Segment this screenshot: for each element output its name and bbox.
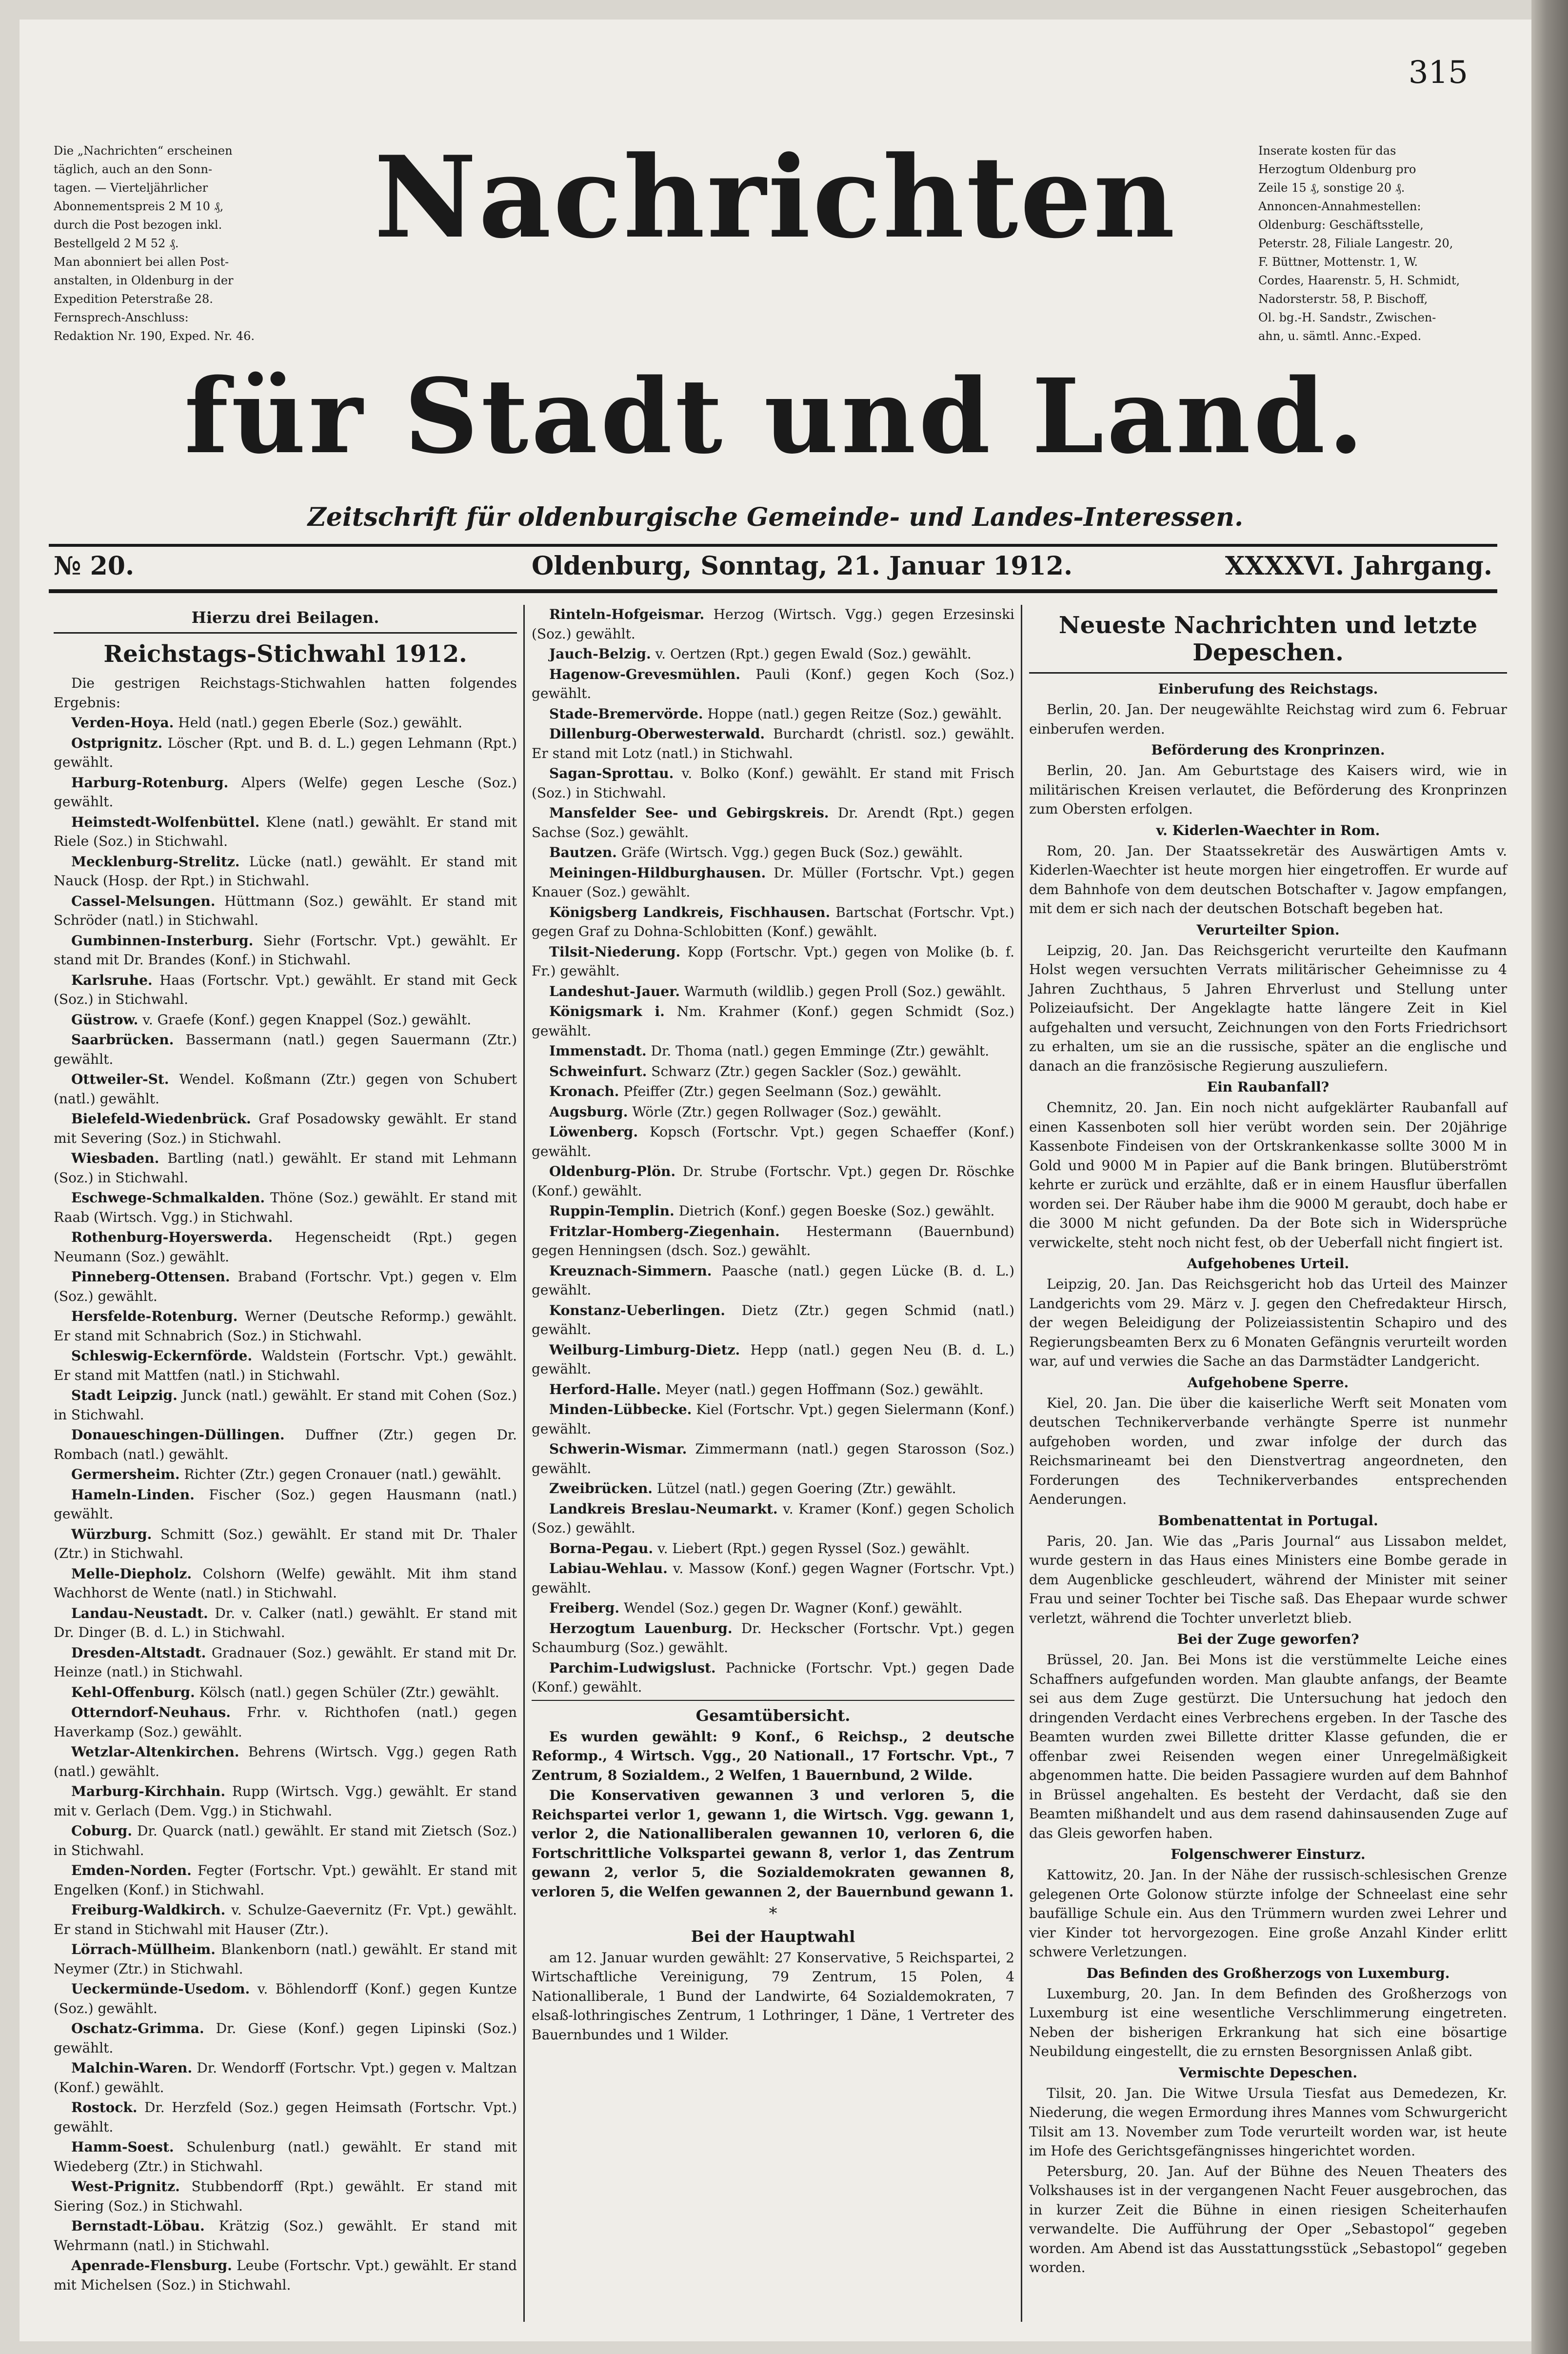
result-entry: Labiau-Wehlau. v. Massow (Konf.) gegen Wagner (Fortschr. Vpt.) gewählt. [532,1560,1014,1596]
result-entry: Donaueschingen-Düllingen. Duffner (Ztr.) gegen Dr. Rombach (natl.) gewählt. [54,1427,517,1462]
result-entry: Malchin-Waren. Dr. Wendorff (Fortschr. Vpt.) gegen v. Maltzan (Konf.) gewählt. [54,2060,517,2095]
divider [54,632,517,634]
result-entry: Karlsruhe. Haas (Fortschr. Vpt.) gewählt. Er stand mit Geck (Soz.) in Stichwahl. [54,972,517,1007]
news-item-title: Verurteilter Spion. [1196,921,1340,938]
main-election-text: am 12. Januar wurden gewählt: 27 Konservative, 5 Reichspartei, 2 Wirtschaftliche Vereinigung, 79 Zentrum, 15 Polen, 4 Nationalliberale, 1 Bund der Landwirte, 64 Sozialdemokraten, 7 elsaß-lothringisches Zentrum, 1 Lothringer, 1 Däne, 1 Vertreter des Bauernbundes und 1 Wilder. [532,1949,1014,2043]
result-entry: Parchim-Ludwigslust. Pachnicke (Fortschr. Vpt.) gegen Dade (Konf.) gewählt. [532,1659,1014,1695]
column-separator [523,605,525,2322]
masthead-info-line: durch die Post bezogen inkl. [54,218,222,232]
masthead-info-line: Oldenburg: Geschäftsstelle, [1258,218,1424,232]
result-entry: Herford-Halle. Meyer (natl.) gegen Hoffmann (Soz.) gewählt. [549,1381,984,1397]
result-entry: Melle-Diepholz. Colshorn (Welfe) gewählt. Mit ihm stand Wachhorst de Wente (natl.) in Stichwahl. [54,1565,517,1601]
result-entry: Würzburg. Schmitt (Soz.) gewählt. Er stand mit Dr. Thaler (Ztr.) in Stichwahl. [54,1526,517,1561]
news-item-title: Vermischte Depeschen. [1178,2064,1358,2081]
result-entry: Rothenburg-Hoyerswerda. Hegenscheidt (Rpt.) gegen Neumann (Soz.) gewählt. [54,1229,517,1265]
result-entry: Immenstadt. Dr. Thoma (natl.) gegen Emminge (Ztr.) gewählt. [549,1043,990,1059]
result-entry: Zweibrücken. Lützel (natl.) gegen Goering (Ztr.) gewählt. [549,1480,956,1496]
result-entry: Heimstedt-Wolfenbüttel. Klene (natl.) gewählt. Er stand mit Riele (Soz.) in Stichwahl. [54,814,517,849]
issue-number: № 20. [54,551,135,581]
result-entry: Borna-Pegau. v. Liebert (Rpt.) gegen Ryssel (Soz.) gewählt. [549,1540,970,1556]
result-entry: Fritzlar-Homberg-Ziegenhain. Hestermann (Bauernbund) gegen Henningsen (dsch. Soz.) gewählt. [532,1223,1014,1258]
masthead-info-line: Ol. bg.-H. Sandstr., Zwischen- [1258,311,1436,324]
result-entry: West-Prignitz. Stubbendorff (Rpt.) gewählt. Er stand mit Siering (Soz.) in Stichwahl. [54,2178,517,2214]
masthead-info-line: Expedition Peterstraße 28. [54,292,213,306]
news-heading: Neueste Nachrichten und letzte Depeschen. [1058,612,1478,666]
result-entry: Saarbrücken. Bassermann (natl.) gegen Sauermann (Ztr.) gewählt. [54,1032,517,1067]
masthead-info-line: Zeile 15 ₰, sonstige 20 ₰. [1258,181,1405,195]
result-entry: Gumbinnen-Insterburg. Siehr (Fortschr. Vpt.) gewählt. Er stand mit Dr. Brandes (Konf.) in Stichwahl. [54,932,517,968]
news-item-title: Einberufung des Reichstags. [1158,681,1378,697]
result-entry: Güstrow. v. Graefe (Konf.) gegen Knappel (Soz.) gewählt. [71,1011,472,1028]
result-entry: Augsburg. Wörle (Ztr.) gegen Rollwager (Soz.) gewählt. [549,1103,942,1120]
result-entry: Bielefeld-Wiedenbrück. Graf Posadowsky gewählt. Er stand mit Severing (Soz.) in Stichwahl. [54,1111,517,1146]
news-item-text: Kattowitz, 20. Jan. In der Nähe der russisch-schlesischen Grenze gelegenen Orte Golonow stürzte infolge der Schneelast eine sehr baufällige Schule ein. Aus den Trümmern wurden zwei Lehrer und vier Kinder tot hervorgezogen. Eine große Anzahl Kinder erlitt schwere Verletzungen. [1029,1867,1507,1960]
news-item-text: Petersburg, 20. Jan. Auf der Bühne des Neuen Theaters des Volkshauses ist in der vergangenen Nacht Feuer ausgebrochen, das in kurzer Zeit die Bühne in einen riesigen Scheiterhaufen verwandelte. Die Aufführung der Oper „Sebastopol“ gegeben worden. Am Abend ist das Ausstattungsstück „Sebastopol“ gegeben worden. [1029,2163,1507,2275]
result-entry: Bautzen. Gräfe (Wirtsch. Vgg.) gegen Buck (Soz.) gewählt. [549,844,963,860]
news-item-text: Leipzig, 20. Jan. Das Reichsgericht hob das Urteil des Mainzer Landgerichts vom 29. März v. J. gegen den Chefredakteur Hirsch, der wegen Beleidigung der Polizeiassistentin Schapiro und des Regierungsbeamten Berx zu 6 Monaten Gefängnis verurteilt worden war, auf und verwies die Sache an das Darmstädter Landgericht. [1029,1276,1507,1369]
news-body [1029,680,1507,2277]
article-body [532,605,1014,1697]
result-entry: Wiesbaden. Bartling (natl.) gewählt. Er stand mit Lehmann (Soz.) in Stichwahl. [54,1150,517,1186]
result-entry: Lörrach-Müllheim. Blankenborn (natl.) gewählt. Er stand mit Neymer (Ztr.) in Stichwahl. [54,1941,517,1977]
result-entry: Freiberg. Wendel (Soz.) gegen Dr. Wagner (Konf.) gewählt. [549,1600,963,1616]
news-item-text: Brüssel, 20. Jan. Bei Mons ist die verstümmelte Leiche eines Schaffners aufgefunden worden. Man glaubte anfangs, der Beamte sei aus dem Zuge gestürzt. Die Untersuchung hat jedoch den dringenden Verdacht eines Verbrechens ergeben. In der Tasche des Beamten wurden zwei Billette dritter Klasse gefunden, die er offenbar zwei Reisenden wegen einer Unregelmäßigkeit abgenommen hatte. Die beiden Passagiere wurden auf dem Bahnhof in Brüssel angehalten. Es besteht der Verdacht, daß sie den Beamten mißhandelt und aus dem rasend dahinsausenden Zuge auf das Gleis geworfen haben. [1029,1652,1507,1841]
dateline [54,551,1492,590]
result-entry: Hagenow-Grevesmühlen. Pauli (Konf.) gegen Koch (Soz.) gewählt. [532,666,1014,701]
result-entry: Sagan-Sprottau. v. Bolko (Konf.) gewählt. Er stand mit Frisch (Soz.) in Stichwahl. [532,765,1014,801]
result-entry: Schleswig-Eckernförde. Waldstein (Fortschr. Vpt.) gewählt. Er stand mit Mattfen (natl.) in Stichwahl. [54,1348,517,1383]
newspaper-page [20,20,1531,2341]
result-entry: Löwenberg. Kopsch (Fortschr. Vpt.) gegen Schaeffer (Konf.) gewählt. [532,1124,1014,1159]
result-entry: Dillenburg-Oberwesterwald. Burchardt (christl. soz.) gewählt. Er stand mit Lotz (natl.) in Stichwahl. [532,726,1014,761]
result-entry: Coburg. Dr. Quarck (natl.) gewählt. Er stand mit Zietsch (Soz.) in Stichwahl. [54,1823,517,1858]
result-entry: Landeshut-Jauer. Warmuth (wildlib.) gegen Proll (Soz.) gewählt. [549,983,1006,999]
result-entry: Kronach. Pfeiffer (Ztr.) gegen Seelmann (Soz.) gewählt. [549,1083,942,1099]
result-entry: Hamm-Soest. Schulenburg (natl.) gewählt. Er stand mit Wiedeberg (Ztr.) in Stichwahl. [54,2139,517,2174]
masthead-info-line: Peterstr. 28, Filiale Langestr. 20, [1258,237,1453,250]
masthead-info-line: ahn, u. sämtl. Annc.-Exped. [1258,329,1422,343]
result-entry: Minden-Lübbecke. Kiel (Fortschr. Vpt.) gegen Sielermann (Konf.) gewählt. [532,1401,1014,1437]
result-entry: Die gestrigen Reichstags-Stichwahlen hatten folgendes Ergebnis: [54,675,517,711]
result-entry: Es wurden gewählt: 9 Konf., 6 Reichsp., 2 deutsche Reformp., 4 Wirtsch. Vgg., 20 Nationall., 17 Fortschr. Vpt., 7 Zentrum, 8 Sozialdem., 2 Welfen, 1 Bauernbund, 2 Wilde. [532,1728,1014,1783]
news-item-text: Chemnitz, 20. Jan. Ein noch nicht aufgeklärter Raubanfall auf einen Kassenboten soll hier verübt worden sein. Der 20jährige Kassenbote Findeisen von der Ortskrankenkasse sollte 3000 M in Gold und 9000 M in Papier auf die Bank bringen. Blutüberströmt kehrte er zurück und erzählte, daß er in einem Hausflur überfallen worden sei. Der Räuber habe ihm die 9000 M geraubt, doch habe er die 3000 M nicht gefunden. Da der Bote sich in Widersprüche verwickelte, steht noch nicht fest, ob der Ueberfall nicht fingiert ist. [1029,1099,1507,1251]
masthead-info-line: Annoncen-Annahmestellen: [1258,199,1421,213]
result-entry: Oschatz-Grimma. Dr. Giese (Konf.) gegen Lipinski (Soz.) gewählt. [54,2020,517,2056]
news-item-title: Bombenattentat in Portugal. [1158,1512,1378,1529]
result-entry: Landau-Neustadt. Dr. v. Calker (natl.) gewählt. Er stand mit Dr. Dinger (B. d. L.) in Stichwahl. [54,1605,517,1640]
volume: XXXXVI. Jahrgang. [1225,551,1492,581]
news-item-text: Luxemburg, 20. Jan. In dem Befinden des Großherzogs von Luxemburg ist eine wesentliche Verschlimmerung eingetreten. Neben der bisherigen Erkrankung hat sich eine bösartige Neubildung eingestellt, die zu ernsten Besorgnissen Anlaß gibt. [1029,1985,1507,2059]
news-item-title: Beförderung des Kronprinzen. [1151,742,1385,758]
overview-body [532,1727,1014,1902]
masthead-info-line: anstalten, in Oldenburg in der [54,274,234,287]
masthead-info-line: täglich, auch an den Sonn- [54,162,213,176]
article-heading: Reichstags-Stichwahl 1912. [103,640,467,668]
masthead-info-line: tagen. — Vierteljährlicher [54,181,208,195]
column-election-results [54,605,517,2295]
result-entry: Schweinfurt. Schwarz (Ztr.) gegen Sackler (Soz.) gewählt. [549,1063,962,1079]
result-entry: Hersfelde-Rotenburg. Werner (Deutsche Reformp.) gewählt. Er stand mit Schnabrich (Soz.) in Stichwahl. [54,1308,517,1344]
overview-heading: Gesamtübersicht. [695,1706,851,1725]
news-item-text: Tilsit, 20. Jan. Die Witwe Ursula Tiesfat aus Demedezen, Kr. Niederung, die wegen Ermordung ihres Mannes vom Schwurgericht Tilsit am 13. November zum Tode verurteilt worden war, ist heute im Hofe des Gerichtsgefängnisses hingerichtet worden. [1029,2085,1507,2159]
column-separator [1021,605,1022,2322]
masthead-title-line2: für Stadt und Land. [184,356,1367,477]
news-item-title: Aufgehobene Sperre. [1187,1374,1349,1391]
result-entry: Cassel-Melsungen. Hüttmann (Soz.) gewählt. Er stand mit Schröder (natl.) in Stichwahl. [54,893,517,928]
news-item-text: Paris, 20. Jan. Wie das „Paris Journal“ aus Lissabon meldet, wurde gestern in das Haus eines Ministers eine Bombe gerade in dem Augenblicke geschleudert, während der Minister mit seiner Frau und seiner Tochter bei Tische saß. Das Ehepaar wurde schwer verletzt, während die Tochter unverletzt blieb. [1029,1533,1507,1626]
news-item-text: Berlin, 20. Jan. Am Geburtstage des Kaisers wird, wie in militärischen Kreisen verlautet, die Beförderung des Kronprinzen zum Obersten erfolgen. [1029,762,1507,817]
result-entry: Pinneberg-Ottensen. Braband (Fortschr. Vpt.) gegen v. Elm (Soz.) gewählt. [54,1269,517,1304]
dateline-bottom-rule [49,589,1497,593]
masthead-info-line: Inserate kosten für das [1258,144,1396,158]
masthead-info-line: Die „Nachrichten“ erscheinen [54,144,233,158]
result-entry: Ruppin-Templin. Dietrich (Konf.) gegen Boeske (Soz.) gewählt. [549,1203,995,1219]
result-entry: Herzogtum Lauenburg. Dr. Heckscher (Fortschr. Vpt.) gegen Schaumburg (Soz.) gewählt. [532,1620,1015,1656]
news-item-text: Berlin, 20. Jan. Der neugewählte Reichstag wird zum 6. Februar einberufen werden. [1029,701,1507,737]
result-entry: Stade-Bremervörde. Hoppe (natl.) gegen Reitze (Soz.) gewählt. [549,705,1002,722]
result-entry: Bernstadt-Löbau. Krätzig (Soz.) gewählt. Er stand mit Wehrmann (natl.) in Stichwahl. [54,2218,517,2254]
page-edge-shadow [1531,0,1568,2354]
news-item-text: Kiel, 20. Jan. Die über die kaiserliche Werft seit Monaten vom deutschen Technikerverbande verhängte Sperre ist nunmehr aufgehoben worden, und zwar infolge der durch das Reichsmarineamt bei den Dienstvertrag angeordneten, den Forderungen des Technikerverbandes entsprechenden Aenderungen. [1029,1395,1507,1507]
result-entry: Kehl-Offenburg. Kölsch (natl.) gegen Schüler (Ztr.) gewählt. [71,1684,499,1700]
masthead-info-line: Man abonniert bei allen Post- [54,255,229,269]
result-entry: Otterndorf-Neuhaus. Frhr. v. Richthofen (natl.) gegen Haverkamp (Soz.) gewählt. [54,1704,517,1740]
masthead-info-line: Redaktion Nr. 190, Exped. Nr. 46. [54,329,255,343]
masthead-info-line: Herzogtum Oldenburg pro [1258,162,1416,176]
news-item-title: v. Kiderlen-Waechter in Rom. [1156,822,1380,838]
result-entry: Wetzlar-Altenkirchen. Behrens (Wirtsch. Vgg.) gegen Rath (natl.) gewählt. [54,1744,517,1779]
result-entry: Konstanz-Ueberlingen. Dietz (Ztr.) gegen Schmid (natl.) gewählt. [532,1302,1014,1337]
article-body [54,674,517,2294]
result-entry: Tilsit-Niederung. Kopp (Fortschr. Vpt.) gegen von Molike (b. f. Fr.) gewählt. [532,943,1014,979]
result-entry: Harburg-Rotenburg. Alpers (Welfe) gegen Lesche (Soz.) gewählt. [54,774,517,810]
result-entry: Freiburg-Waldkirch. v. Schulze-Gaevernitz (Fr. Vpt.) gewählt. Er stand in Stichwahl mit Hauser (Ztr.). [54,1902,517,1937]
result-entry: Ostprignitz. Löscher (Rpt. und B. d. L.) gegen Lehmann (Rpt.) gewählt. [54,735,517,770]
masthead-info-line: Nadorsterstr. 58, P. Bischoff, [1258,292,1428,306]
result-entry: Rinteln-Hofgeismar. Herzog (Wirtsch. Vgg.) gegen Erzesinski (Soz.) gewählt. [532,606,1014,642]
news-item-title: Bei der Zuge geworfen? [1177,1631,1359,1647]
result-entry: Apenrade-Flensburg. Leube (Fortschr. Vpt.) gewählt. Er stand mit Michelsen (Soz.) in Stichwahl. [54,2257,517,2293]
result-entry: Ueckermünde-Usedom. v. Böhlendorff (Konf.) gegen Kuntze (Soz.) gewählt. [54,1981,517,2016]
divider [1029,672,1507,674]
news-item-text: Rom, 20. Jan. Der Staatssekretär des Auswärtigen Amts v. Kiderlen-Waechter ist heute morgen hier eingetroffen. Er wurde auf dem Bahnhofe von dem deutschen Botschafter v. Jagow empfangen, mit dem er sich nach der deutschen Botschaft begeben hat. [1029,842,1507,917]
dateline-top-rule [49,544,1497,547]
result-entry: Oldenburg-Plön. Dr. Strube (Fortschr. Vpt.) gegen Dr. Röschke (Konf.) gewählt. [532,1163,1014,1199]
result-entry: Landkreis Breslau-Neumarkt. v. Kramer (Konf.) gegen Scholich (Soz.) gewählt. [532,1500,1014,1536]
masthead-info-line: Fernsprech-Anschluss: [54,311,189,324]
result-entry: Jauch-Belzig. v. Oertzen (Rpt.) gegen Ewald (Soz.) gewählt. [549,646,972,662]
news-item-title: Das Befinden des Großherzogs von Luxemburg. [1086,1965,1450,1981]
masthead-info-line: Cordes, Haarenstr. 5, H. Schmidt, [1258,274,1460,287]
place-date: Oldenburg, Sonntag, 21. Januar 1912. [532,551,1073,581]
masthead-title-line1: Nachrichten [374,132,1177,263]
masthead-info-line: Bestellgeld 2 M 52 ₰. [54,237,179,250]
main-election-heading: Bei der Hauptwahl [691,1927,855,1946]
divider [532,1700,1014,1701]
section-star: * [769,1904,777,1923]
result-entry: Kreuznach-Simmern. Paasche (natl.) gegen Lücke (B. d. L.) gewählt. [532,1262,1014,1298]
result-entry: Ottweiler-St. Wendel. Koßmann (Ztr.) gegen von Schubert (natl.) gewählt. [54,1071,517,1107]
result-entry: Hameln-Linden. Fischer (Soz.) gegen Hausmann (natl.) gewählt. [54,1486,517,1522]
masthead-info-line: F. Büttner, Mottenstr. 1, W. [1258,255,1418,269]
result-entry: Mansfelder See- und Gebirgskreis. Dr. Arendt (Rpt.) gegen Sachse (Soz.) gewählt. [532,805,1015,840]
result-entry: Dresden-Altstadt. Gradnauer (Soz.) gewählt. Er stand mit Dr. Heinze (natl.) in Stichwahl. [54,1644,517,1680]
result-entry: Verden-Hoya. Held (natl.) gegen Eberle (Soz.) gewählt. [71,715,463,731]
page-number: 315 [1408,55,1468,91]
result-entry: Stadt Leipzig. Junck (natl.) gewählt. Er stand mit Cohen (Soz.) in Stichwahl. [54,1387,517,1423]
news-item-title: Folgenschwerer Einsturz. [1171,1846,1366,1862]
result-entry: Emden-Norden. Fegter (Fortschr. Vpt.) gewählt. Er stand mit Engelken (Konf.) in Stichwahl. [54,1862,517,1898]
news-item-title: Ein Raubanfall? [1207,1079,1330,1095]
column-latest-news [1029,605,1507,2278]
news-item-title: Aufgehobenes Urteil. [1187,1256,1350,1272]
result-entry: Eschwege-Schmalkalden. Thöne (Soz.) gewählt. Er stand mit Raab (Wirtsch. Vgg.) in Stichwahl. [54,1190,517,1225]
result-entry: Meiningen-Hildburghausen. Dr. Müller (Fortschr. Vpt.) gegen Knauer (Soz.) gewählt. [532,864,1014,900]
result-entry: Königsmark i. Nm. Krahmer (Konf.) gegen Schmidt (Soz.) gewählt. [532,1003,1014,1039]
masthead-subtitle: Zeitschrift für oldenburgische Gemeinde- und Landes-Interessen. [307,502,1244,532]
masthead-info-line: Abonnementspreis 2 M 10 ₰, [54,199,224,213]
result-entry: Schwerin-Wismar. Zimmermann (natl.) gegen Starosson (Soz.) gewählt. [532,1441,1014,1476]
news-item-text: Leipzig, 20. Jan. Das Reichsgericht verurteilte den Kaufmann Holst wegen versuchten Verrats militärischer Geheimnisse zu 4 Jahren Zuchthaus, 5 Jahren Ehrverlust und Stellung unter Polizeiaufsicht. Der Angeklagte hatte längere Zeit in Kiel aufgehalten und versucht, Zeichnungen von den Forts Friedrichsort zu erhalten, um sie an die russische, später an die englische und danach an die französische Regierung auszuliefern. [1029,942,1507,1074]
result-entry: Mecklenburg-Strelitz. Lücke (natl.) gewählt. Er stand mit Nauck (Hosp. der Rpt.) in Stichwahl. [54,853,517,889]
result-entry: Königsberg Landkreis, Fischhausen. Bartschat (Fortschr. Vpt.) gegen Graf zu Dohna-Schlobitten (Konf.) gewählt. [532,904,1014,939]
result-entry: Die Konservativen gewannen 3 und verloren 5, die Reichspartei verlor 1, gewann 1, die Wirtsch. Vgg. gewann 1, verlor 2, die Nationalliberalen gewannen 10, verloren 6, die Fortschrittliche Volkspartei gewann 8, verlor 1, das Zentrum gewann 2, verlor 5, die Sozialdemokraten gewannen 8, verloren 5, die Welfen gewannen 2, der Bauernbund gewann 1. [532,1787,1014,1900]
supplement-notice: Hierzu drei Beilagen. [191,608,379,627]
column-election-results-cont [532,605,1014,2045]
result-entry: Weilburg-Limburg-Dietz. Hepp (natl.) gegen Neu (B. d. L.) gewählt. [532,1341,1014,1377]
result-entry: Germersheim. Richter (Ztr.) gegen Cronauer (natl.) gewählt. [71,1466,502,1482]
result-entry: Marburg-Kirchhain. Rupp (Wirtsch. Vgg.) gewählt. Er stand mit v. Gerlach (Dem. Vgg.) in Stichwahl. [54,1783,517,1819]
result-entry: Rostock. Dr. Herzfeld (Soz.) gegen Heimsath (Fortschr. Vpt.) gewählt. [54,2099,517,2135]
